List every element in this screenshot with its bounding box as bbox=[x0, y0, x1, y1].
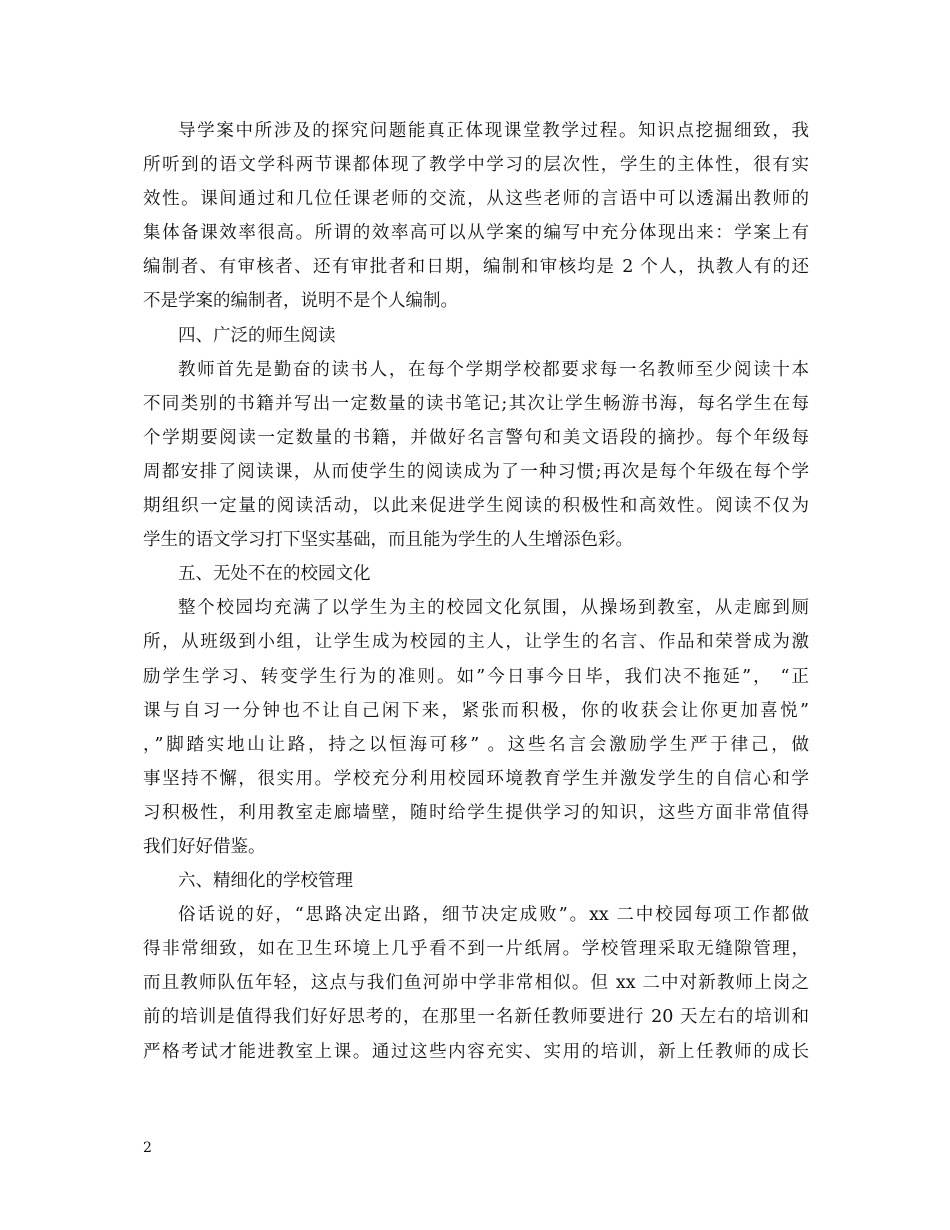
text-line: 五、无处不在的校园文化 bbox=[178, 564, 371, 585]
text-line: 励学生学习、转变学生行为的准则。如”今日事今日毕，我们决不拖延”， “正 bbox=[143, 666, 809, 687]
text-line: 事坚持不懈，很实用。学校充分利用校园环境教育学生并激发学生的自信心和学 bbox=[143, 768, 809, 789]
text-line: 集体备课效率很高。所谓的效率高可以从学案的编写中充分体现出来：学案上有 bbox=[143, 223, 809, 244]
text-line: 六、精细化的学校管理 bbox=[178, 871, 353, 892]
text-line: 编制者、有审核者、还有审批者和日期，编制和审核均是 2 个人，执教人有的还 bbox=[143, 257, 809, 278]
text-line: 导学案中所涉及的探究问题能真正体现课堂教学过程。知识点挖掘细致，我 bbox=[178, 121, 809, 141]
text-line: 前的培训是值得我们好好思考的，在那里一名新任教师要进行 20 天左右的培训和 bbox=[143, 1007, 809, 1028]
text-line: 不是学案的编制者，说明不是个人编制。 bbox=[143, 291, 458, 312]
text-line: 个学期要阅读一定数量的书籍，并做好名言警句和美文语段的摘抄。每个年级每 bbox=[143, 427, 809, 448]
text-line: 俗话说的好，“思路决定出路，细节决定成败”。xx 二中校园每项工作都做 bbox=[178, 905, 809, 926]
text-line: 效性。课间通过和几位任课老师的交流，从这些老师的言语中可以透漏出教师的 bbox=[143, 189, 809, 210]
text-line: ，”脚踏实地山让路，持之以恒海可移” 。这些名言会激励学生严于律己，做 bbox=[143, 734, 809, 755]
text-line: 学生的语文学习打下坚实基础，而且能为学生的人生增添色彩。 bbox=[143, 530, 633, 551]
text-line: 我们好好借鉴。 bbox=[143, 836, 266, 857]
text-line: 严格考试才能进教室上课。通过这些内容充实、实用的培训，新上任教师的成长 bbox=[143, 1041, 809, 1062]
text-line: 周都安排了阅读课，从而使学生的阅读成为了一种习惯;再次是每个年级在每个学 bbox=[143, 461, 809, 482]
text-line: 得非常细致，如在卫生环境上几乎看不到一片纸屑。学校管理采取无缝隙管理， bbox=[143, 939, 809, 960]
text-line: 而且教师队伍年轻，这点与我们鱼河峁中学非常相似。但 xx 二中对新教师上岗之 bbox=[143, 973, 809, 994]
text-line: 教师首先是勤奋的读书人，在每个学期学校都要求每一名教师至少阅读十本 bbox=[178, 359, 809, 380]
text-line: 所，从班级到小组，让学生成为校园的主人，让学生的名言、作品和荣誉成为激 bbox=[143, 632, 809, 653]
text-line: 不同类别的书籍并写出一定数量的读书笔记;其次让学生畅游书海，每名学生在每 bbox=[143, 393, 809, 414]
page-number: 2 bbox=[143, 1140, 152, 1156]
text-line: 习积极性，利用教室走廊墙壁，随时给学生提供学习的知识，这些方面非常值得 bbox=[143, 802, 809, 823]
text-line: 整个校园均充满了以学生为主的校园文化氛围，从操场到教室，从走廊到厕 bbox=[178, 598, 809, 619]
document-body bbox=[143, 114, 809, 1069]
text-line: 所听到的语文学科两节课都体现了教学中学习的层次性，学生的主体性，很有实 bbox=[143, 155, 809, 176]
text-line: 课与自习一分钟也不让自己闲下来，紧张而积极，你的收获会让你更加喜悦” bbox=[143, 700, 809, 721]
text-line: 四、广泛的师生阅读 bbox=[178, 325, 336, 346]
text-line: 期组织一定量的阅读活动，以此来促进学生阅读的积极性和高效性。阅读不仅为 bbox=[143, 496, 809, 517]
